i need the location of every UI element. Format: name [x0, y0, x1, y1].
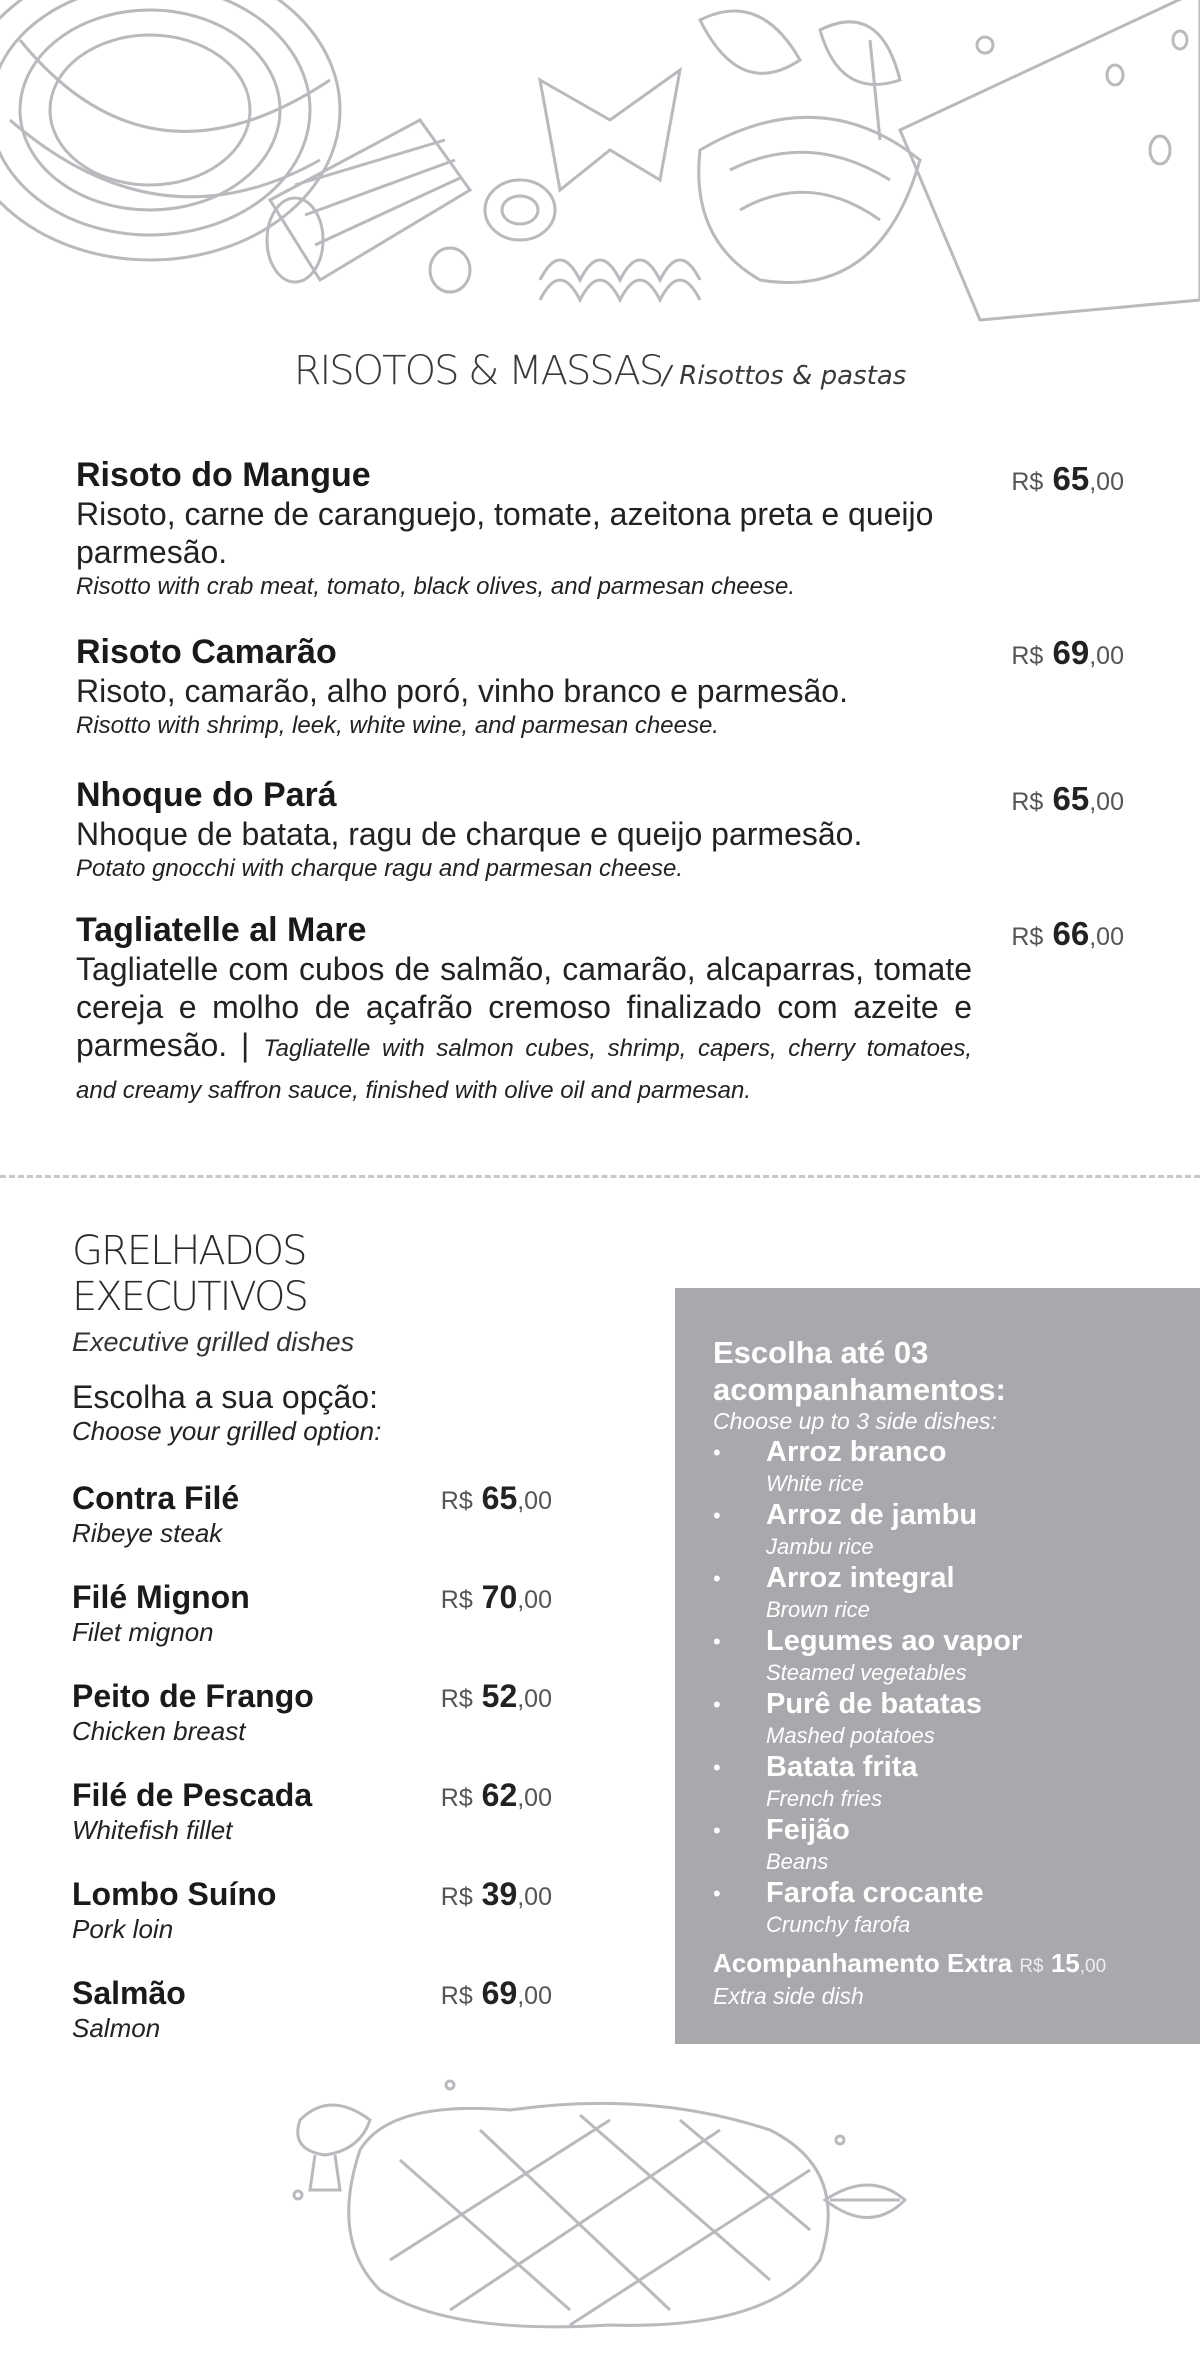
- bullet-icon: •: [713, 1629, 721, 1654]
- section-title-sub: / Risottos & pastas: [662, 361, 907, 391]
- menu-item-risoto-camarao: [76, 632, 972, 741]
- dish-name-en: Ribeye steak: [72, 1518, 223, 1548]
- dish-description-en: Tagliatelle with salmon cubes, shrimp, capers, cherry tomatoes, and creamy saffron sauce, finished with olive oil and parmesan.: [76, 1035, 972, 1104]
- side-dish-item: • Purê de batatas Mashed potatoes: [713, 1688, 982, 1748]
- side-dish-item: • Legumes ao vapor Steamed vegetables: [713, 1625, 1023, 1685]
- menu-item-salmao: [72, 1975, 552, 2045]
- side-dishes-panel: [675, 1288, 1200, 2044]
- section-divider: [0, 1175, 1200, 1178]
- dish-price: R$ 65,00: [1011, 780, 1124, 817]
- dish-price: R$ 52,00: [440, 1678, 552, 1714]
- side-dish-item: • Arroz branco White rice: [713, 1436, 947, 1496]
- dish-price: R$ 69,00: [1011, 634, 1124, 671]
- bullet-icon: •: [713, 1503, 721, 1528]
- section-title-grelhados: [72, 1228, 307, 1320]
- dish-description: Tagliatelle com cubos de salmão, camarão, alcaparras, tomate cereja e molho de açafrão cremoso finalizado com azeite e parmesão. | Tagliatelle with salmon cubes, shrimp, capers, cherry tomatoes, and creamy saffron sauce, finished with olive oil and parmesan.: [76, 951, 972, 1104]
- menu-item-file-mignon: [72, 1579, 552, 1649]
- pasta-sketch-illustration: [0, 0, 1200, 330]
- dish-name: Nhoque do Pará: [76, 776, 337, 814]
- choose-option-label-en: Choose your grilled option:: [72, 1416, 382, 1446]
- dish-name: Filé Mignon: [72, 1579, 250, 1615]
- dish-price: R$ 69,00: [440, 1975, 552, 2011]
- dish-description-en: Risotto with shrimp, leek, white wine, and parmesan cheese.: [76, 712, 719, 739]
- bullet-icon: •: [713, 1818, 721, 1843]
- dish-name-en: Salmon: [72, 2013, 161, 2043]
- dish-description: Nhoque de batata, ragu de charque e queijo parmesão.: [76, 816, 863, 852]
- dish-description-en: Risotto with crab meat, tomato, black olives, and parmesan cheese.: [76, 573, 796, 600]
- section-title-main: RISOTOS & MASSAS: [293, 348, 663, 394]
- menu-item-risoto-do-mangue: [76, 455, 972, 602]
- side-dish-item: • Arroz de jambu Jambu rice: [713, 1499, 978, 1559]
- bullet-icon: •: [713, 1755, 721, 1780]
- dish-price: R$ 65,00: [1011, 460, 1124, 497]
- dish-name: Contra Filé: [72, 1480, 240, 1516]
- section-title-risotos: [0, 348, 1200, 394]
- menu-item-contra-file: [72, 1480, 552, 1550]
- side-dishes-subtitle: Choose up to 3 side dishes:: [713, 1408, 997, 1434]
- extra-side-dish-en: Extra side dish: [713, 1983, 864, 2009]
- dish-price: R$ 70,00: [440, 1579, 552, 1615]
- section-subtitle: Executive grilled dishes: [72, 1327, 355, 1357]
- dish-price: R$ 39,00: [440, 1876, 552, 1912]
- dish-name: Lombo Suíno: [72, 1876, 277, 1912]
- side-dishes-list: [713, 1436, 1183, 1940]
- menu-item-lombo-suino: [72, 1876, 552, 1946]
- bullet-icon: •: [713, 1881, 721, 1906]
- bullet-icon: •: [713, 1566, 721, 1591]
- menu-item-file-de-pescada: [72, 1777, 552, 1847]
- dish-name: Filé de Pescada: [72, 1777, 313, 1813]
- side-dish-item: • Farofa crocante Crunchy farofa: [713, 1877, 984, 1937]
- side-dishes-title: Escolha até 03 acompanhamentos:: [713, 1335, 1006, 1407]
- dish-description-en: Potato gnocchi with charque ragu and parmesan cheese.: [76, 855, 684, 882]
- dish-name-en: Whitefish fillet: [72, 1815, 233, 1845]
- menu-item-nhoque-do-para: [76, 775, 972, 884]
- dish-name-en: Pork loin: [72, 1914, 174, 1944]
- dish-name: Salmão: [72, 1975, 186, 2011]
- section-title-line2: EXECUTIVOS: [72, 1274, 307, 1320]
- dish-description: Risoto, carne de caranguejo, tomate, azeitona preta e queijo parmesão.: [76, 496, 934, 570]
- dish-name-en: Filet mignon: [72, 1617, 214, 1647]
- dish-name: Risoto Camarão: [76, 633, 337, 671]
- steak-mushroom-sketch-illustration: [250, 2060, 950, 2350]
- extra-side-dish: Acompanhamento Extra R$ 15,00: [713, 1948, 1107, 1978]
- side-dish-item: • Arroz integral Brown rice: [713, 1562, 955, 1622]
- dish-name: Tagliatelle al Mare: [76, 911, 367, 949]
- side-dish-item: • Batata frita French fries: [713, 1751, 918, 1811]
- dish-name: Peito de Frango: [72, 1678, 314, 1714]
- section-title-line1: GRELHADOS: [72, 1228, 306, 1274]
- dish-description: Risoto, camarão, alho poró, vinho branco e parmesão.: [76, 673, 848, 709]
- menu-item-peito-de-frango: [72, 1678, 552, 1748]
- dish-price: R$ 65,00: [440, 1480, 552, 1516]
- dish-name: Risoto do Mangue: [76, 456, 371, 494]
- choose-option-label: Escolha a sua opção:: [72, 1379, 378, 1415]
- bullet-icon: •: [713, 1440, 721, 1465]
- dish-price: R$ 62,00: [440, 1777, 552, 1813]
- dish-name-en: Chicken breast: [72, 1716, 246, 1746]
- dish-price: R$ 66,00: [1011, 915, 1124, 952]
- menu-item-tagliatelle-al-mare: [76, 910, 972, 1110]
- bullet-icon: •: [713, 1692, 721, 1717]
- side-dish-item: • Feijão Beans: [713, 1814, 850, 1874]
